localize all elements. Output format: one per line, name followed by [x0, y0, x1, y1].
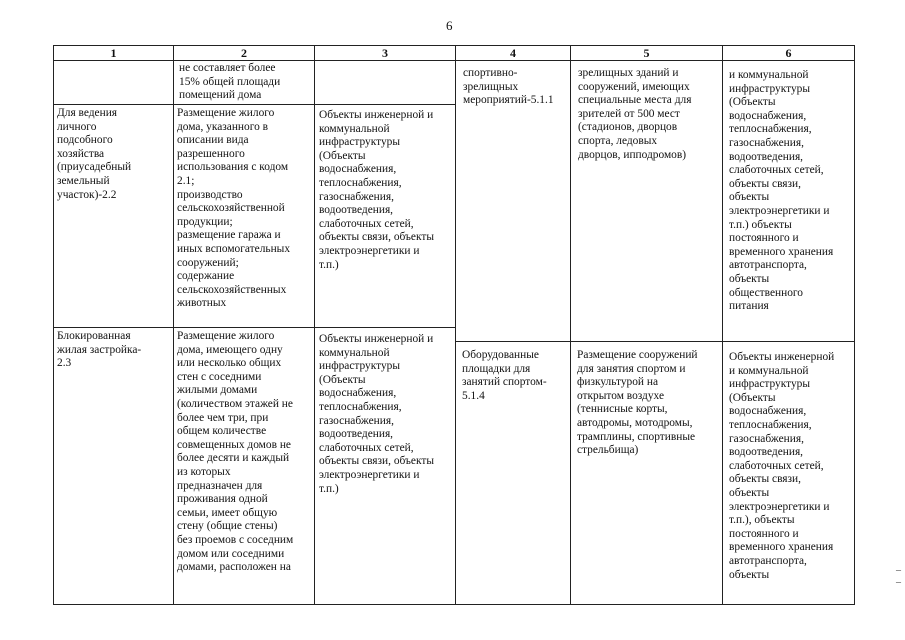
column-border [722, 45, 723, 605]
column-border [570, 45, 571, 605]
sports-grounds-use-type: Оборудованные площадки для занятий спортом- 5.1.4 [462, 349, 547, 402]
row-1-col-3: Объекты инженерной и коммунальной инфраструктуры (Объекты водоснабжения, теплоснабжения, газоснабжения, водоотведения, слаботочных сетей, объекты связи, объекты электроэнергетики и т.п.) [319, 109, 434, 271]
row-1-col-2: Размещение жилого дома, указанного в описании вида разрешенного использования с кодом 2.1; производство сельскохозяйственной продукции; размещение гаража и иных вспомогательных сооружений; содержание сельскохозяйственных животных [177, 107, 291, 310]
sport-events-use-type: спортивно- зрелищных мероприятий-5.1.1 [463, 67, 554, 107]
column-header: 2 [241, 46, 247, 60]
row-1-col-1: Для ведения личного подсобного хозяйства (приусадебный земельный участок)-2.2 [57, 107, 132, 201]
sport-events-description: зрелищных зданий и сооружений, имеющих специальные места для зрителей от 500 мест (стадионов, дворцов спорта, ледовых дворцов, ипподромов) [578, 67, 692, 161]
column-border [455, 45, 456, 605]
row-2-col-1: Блокированная жилая застройка- 2.3 [57, 330, 142, 370]
column-header: 5 [643, 46, 650, 60]
row-divider [455, 341, 854, 342]
column-header: 1 [110, 46, 117, 60]
row-divider [53, 104, 455, 105]
page-number: 6 [446, 18, 453, 33]
sport-events-infrastructure: и коммунальной инфраструктуры (Объекты водоснабжения, теплоснабжения, газоснабжения, водоотведения, слаботочных сетей, объекты связи, объекты электроэнергетики и т.п.) объекты постоянного и временного хранения автотранспорта, объекты общественного питания [729, 69, 834, 313]
sports-grounds-infrastructure: Объекты инженерной и коммунальной инфраструктуры (Объекты водоснабжения, теплоснабжения, газоснабжения, водоотведения, слаботочных сетей, объекты связи, объекты электроэнергетики и т.п.), объекты постоянного и временного хранения автотранспорта, объекты [729, 351, 835, 581]
column-header: 6 [785, 46, 792, 60]
row-divider [53, 327, 455, 328]
column-header: 4 [510, 46, 516, 60]
sports-grounds-description: Размещение сооружений для занятия спортом и физкультурой на открытом воздухе (теннисные корты, автодромы, мотодромы, трамплины, спортивные стрельбища) [577, 349, 698, 457]
row-2-col-2: Размещение жилого дома, имеющего одну или несколько общих стен с соседними жилыми домами (количеством этажей не более чем три, при общем количестве совмещенных домов не более десяти и каждый из которых предназначен для проживания одной семьи, имеет общую стену (общие стены) без проемов с соседним домом или соседними домами, расположен на [177, 330, 294, 574]
row-2-col-3: Объекты инженерной и коммунальной инфраструктуры (Объекты водоснабжения, теплоснабжения, газоснабжения, водоотведения, слаботочных сетей, объекты связи, объекты электроэнергетики и т.п.) [319, 333, 434, 495]
column-header: 3 [382, 46, 388, 60]
row-0-col-2: не составляет более 15% общей площади помещений дома [179, 62, 281, 102]
margin-mark: – – [896, 565, 901, 588]
column-border [854, 45, 855, 605]
column-border [314, 45, 315, 605]
column-border [173, 45, 174, 605]
column-border [53, 45, 54, 605]
